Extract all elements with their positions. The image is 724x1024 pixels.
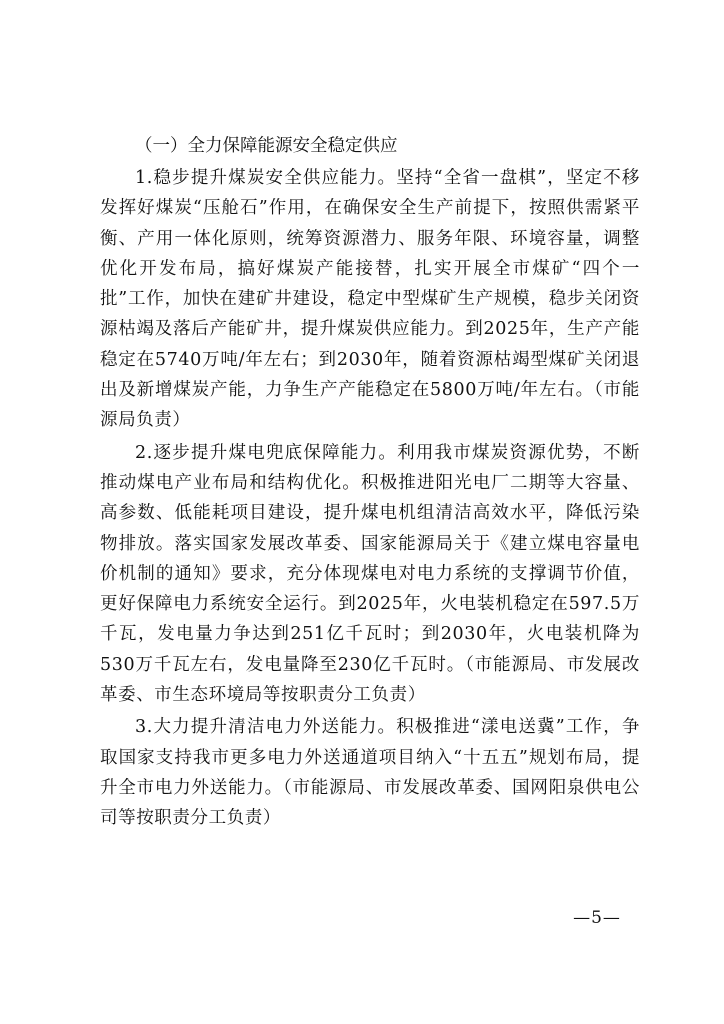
section-heading: （一）全力保障能源安全稳定供应 <box>135 136 398 156</box>
paragraph-coal-supply: 1.稳步提升煤炭安全供应能力。坚持“全省一盘棋”，坚定不移发挥好煤炭“压舱石”作用，在确保安全生产前提下，按照供需紧平衡、产用一体化原则，统筹资源潜力、服务年限、环境容量，调整优化开发布局，搞好煤炭产能接替，扎实开展全市煤矿“四个一批”工作，加快在建矿井建设，稳定中型煤矿生产规模，稳步关闭资源枯竭及落后产能矿井，提升煤炭供应能力。到2025年，生产产能稳定在5740万吨/年左右；到2030年，随着资源枯竭型煤矿关闭退出及新增煤炭产能，力争生产产能稳定在5800万吨/年左右。（市能源局负责） <box>100 168 641 431</box>
paragraph-clean-power-export: 3.大力提升清洁电力外送能力。积极推进“漾电送冀”工作，争取国家支持我市更多电力外送通道项目纳入“十五五”规划布局，提升全市电力外送能力。（市能源局、市发展改革委、国网阳泉供电公司等按职责分工负责） <box>100 717 640 829</box>
paragraph-coal-power: 2.逐步提升煤电兜底保障能力。利用我市煤炭资源优势，不断推动煤电产业布局和结构优化。积极推进阳光电厂二期等大容量、高参数、低能耗项目建设，提升煤电机组清洁高效水平，降低污染物排放。落实国家发展改革委、国家能源局关于《建立煤电容量电价机制的通知》要求，充分体现煤电对电力系统的支撑调节价值，更好保障电力系统安全运行。到2025年，火电装机稳定在597.5万千瓦，发电量力争达到251亿千瓦时；到2030年，火电装机降为530万千瓦左右，发电量降至230亿千瓦时。（市能源局、市发展改革委、市生态环境局等按职责分工负责） <box>100 442 640 706</box>
document-body <box>100 132 640 834</box>
page-number: —5— <box>573 908 621 928</box>
